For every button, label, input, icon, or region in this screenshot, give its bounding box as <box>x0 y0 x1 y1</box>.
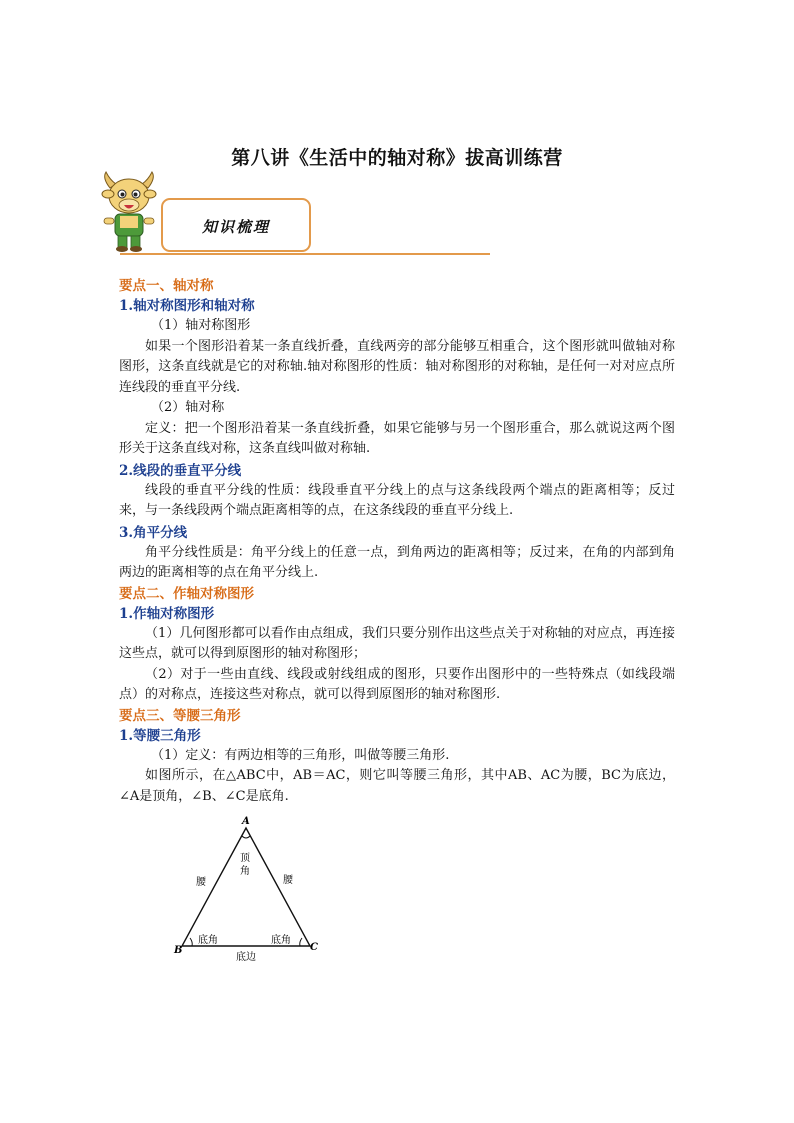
subsection-heading-2-1: 1.作轴对称图形 <box>119 605 215 622</box>
main-content <box>119 276 675 807</box>
left-leg-label: 腰 <box>196 877 206 888</box>
vertex-b-label: B <box>174 945 183 956</box>
right-base-angle-label: 底角 <box>271 935 291 946</box>
subsection-heading-3-1: 1.等腰三角形 <box>119 727 201 744</box>
left-angle-arc <box>190 938 192 946</box>
paragraph: 角平分线性质是：角平分线上的任意一点，到角两边的距离相等；反过来，在角的内部到角两边的距离相等的点在角平分线上. <box>119 544 675 580</box>
subsection-heading-1-2: 2.线段的垂直平分线 <box>119 462 242 479</box>
right-leg-label: 腰 <box>283 875 293 886</box>
item-heading: （1）定义：有两边相等的三角形，叫做等腰三角形. <box>151 747 450 763</box>
isosceles-triangle-figure <box>168 812 328 964</box>
apex-angle-arc <box>242 836 250 838</box>
paragraph: 线段的垂直平分线的性质：线段垂直平分线上的点与这条线段两个端点的距离相等；反过来，与一条线段两个端点距离相等的点，在这条线段的垂直平分线上. <box>119 482 675 518</box>
paragraph: （2）对于一些由直线、线段或射线组成的图形，只要作出图形中的一些特殊点（如线段端点）的对称点，连接这些对称点，就可以得到原图形的轴对称图形. <box>119 666 675 702</box>
item-heading: （1）轴对称图形 <box>151 318 251 333</box>
subsection-heading-1-3: 3.角平分线 <box>119 524 188 541</box>
knowledge-summary-box <box>161 198 311 252</box>
paragraph: 如图所示，在△ABC中，AB＝AC，则它叫等腰三角形，其中AB、AC为腰，BC为底边，∠A是顶角，∠B、∠C是底角. <box>119 768 675 804</box>
apex-angle-label: 顶 <box>240 853 250 864</box>
knowledge-summary-label: 知识梳理 <box>201 218 270 236</box>
paragraph: 如果一个图形沿着某一条直线折叠，直线两旁的部分能够互相重合，这个图形就叫做轴对称图形，这条直线就是它的对称轴.轴对称图形的性质：轴对称图形的对称轴，是任何一对对应点所连线段的垂直平分线. <box>119 338 675 395</box>
apex-angle-label: 角 <box>240 866 250 877</box>
vertex-a-label: A <box>242 816 250 827</box>
paragraph: 定义：把一个图形沿着某一条直线折叠，如果它能够与另一个图形重合，那么就说这两个图形关于这条直线对称，这条直线叫做对称轴. <box>119 420 675 456</box>
vertex-c-label: C <box>310 942 318 953</box>
section-heading-2: 要点二、作轴对称图形 <box>119 585 254 602</box>
page-title: 第八讲《生活中的轴对称》拔高训练营 <box>231 147 563 169</box>
right-angle-arc <box>300 938 302 946</box>
section-heading-3: 要点三、等腰三角形 <box>119 707 241 724</box>
section-heading-1: 要点一、轴对称 <box>119 278 214 294</box>
item-heading: （2）轴对称 <box>151 400 225 415</box>
subsection-heading-1-1: 1.轴对称图形和轴对称 <box>119 298 255 314</box>
paragraph: （1）几何图形都可以看作由点组成，我们只要分别作出这些点关于对称轴的对应点，再连接这些点，就可以得到原图形的轴对称图形； <box>119 625 675 661</box>
section-divider <box>120 253 490 255</box>
cow-mascot-icon <box>100 170 158 252</box>
base-label: 底边 <box>236 952 256 963</box>
left-base-angle-label: 底角 <box>198 935 218 946</box>
